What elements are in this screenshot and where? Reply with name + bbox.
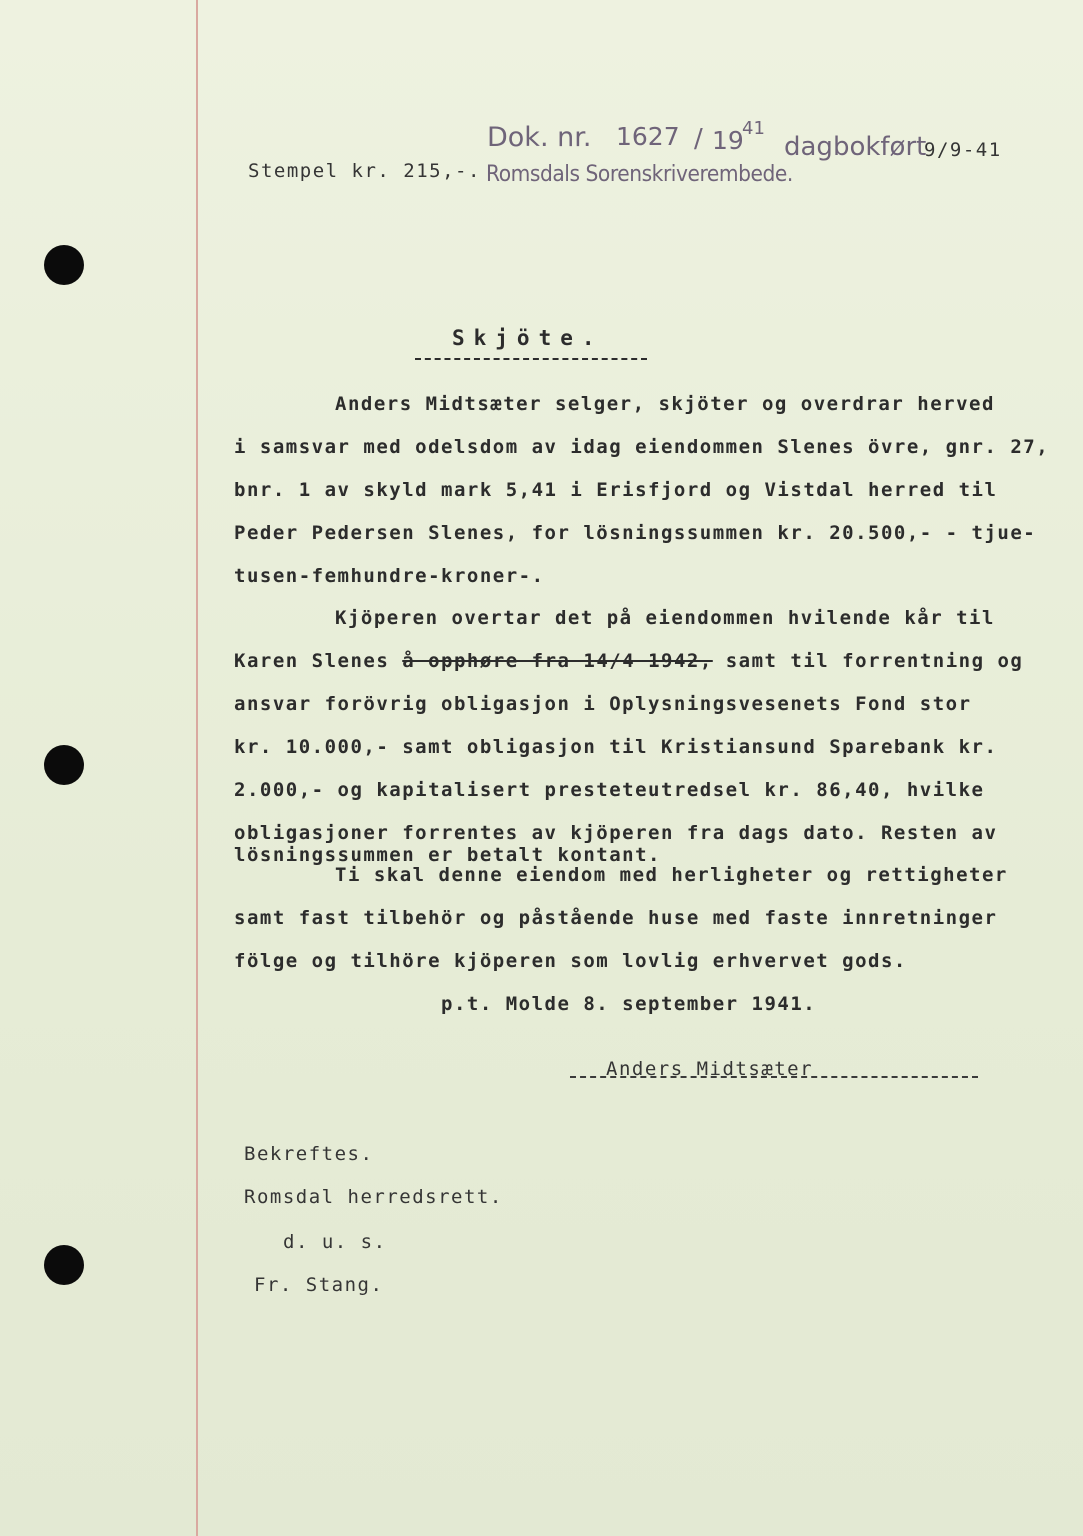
body-line: samt fast tilbehör og påstående huse med faste innretninger [234, 907, 998, 929]
stempel-fee: Stempel kr. 215,-. [248, 160, 481, 182]
punch-hole [44, 745, 84, 785]
body-line: Kjöperen overtar det på eiendommen hvilende kår til [335, 607, 995, 629]
place-date: p.t. Molde 8. september 1941. [441, 993, 817, 1015]
punch-hole [44, 1245, 84, 1285]
body-line: lösningssummen er betalt kontant. [234, 844, 661, 866]
struck-text: å opphøre fra 14/4 1942, [402, 650, 713, 672]
stamp-slash: / [694, 124, 703, 154]
stamp-office: Romsdals Sorenskriverembede. [486, 162, 793, 187]
stamp-dok-number: 1627 [616, 122, 680, 151]
confirmation-signer: Fr. Stang. [254, 1274, 384, 1296]
title-underline [415, 358, 647, 360]
body-line: ansvar forövrig obligasjon i Oplysningsvesenets Fond stor [234, 693, 972, 715]
confirmation-line: Bekreftes. [244, 1143, 374, 1165]
body-line: Anders Midtsæter selger, skjöter og overdrar herved [335, 393, 995, 415]
stamp-year-suffix: 41 [742, 118, 765, 139]
body-line: tusen-femhundre-kroner-. [234, 565, 545, 587]
margin-line [196, 0, 198, 1536]
stamp-date: 9/9-41 [924, 139, 1002, 161]
confirmation-court: Romsdal herredsrett. [244, 1186, 503, 1208]
body-line: obligasjoner forrentes av kjöperen fra dags dato. Resten av [234, 822, 998, 844]
punch-hole [44, 245, 84, 285]
body-line: i samsvar med odelsdom av idag eiendommen Slenes övre, gnr. 27, [234, 436, 1050, 458]
body-line: Peder Pedersen Slenes, for lösningssummen kr. 20.500,- - tjue- [234, 522, 1037, 544]
karen-line-end: samt til forrentning og [725, 650, 1024, 672]
stamp-dagbokfort: dagbokført [784, 132, 927, 162]
karen-line-start: Karen Slenes [234, 650, 390, 672]
karen-line [234, 650, 1023, 672]
confirmation-dus: d. u. s. [283, 1231, 387, 1253]
body-line: kr. 10.000,- samt obligasjon til Kristiansund Sparebank kr. [234, 736, 998, 758]
signature: Anders Midtsæter [606, 1058, 814, 1080]
body-line: bnr. 1 av skyld mark 5,41 i Erisfjord og Vistdal herred til [234, 479, 998, 501]
body-line: Ti skal denne eiendom med herligheter og rettigheter [335, 864, 1008, 886]
stamp-dok-label: Dok. nr. [487, 122, 592, 153]
stamp-year-prefix: 19 [712, 126, 744, 155]
document-title: Skjöte. [452, 326, 604, 350]
body-line: fölge og tilhöre kjöperen som lovlig erhvervet gods. [234, 950, 907, 972]
body-line: 2.000,- og kapitalisert presteteutredsel kr. 86,40, hvilke [234, 779, 985, 801]
signature-line [570, 1076, 978, 1078]
